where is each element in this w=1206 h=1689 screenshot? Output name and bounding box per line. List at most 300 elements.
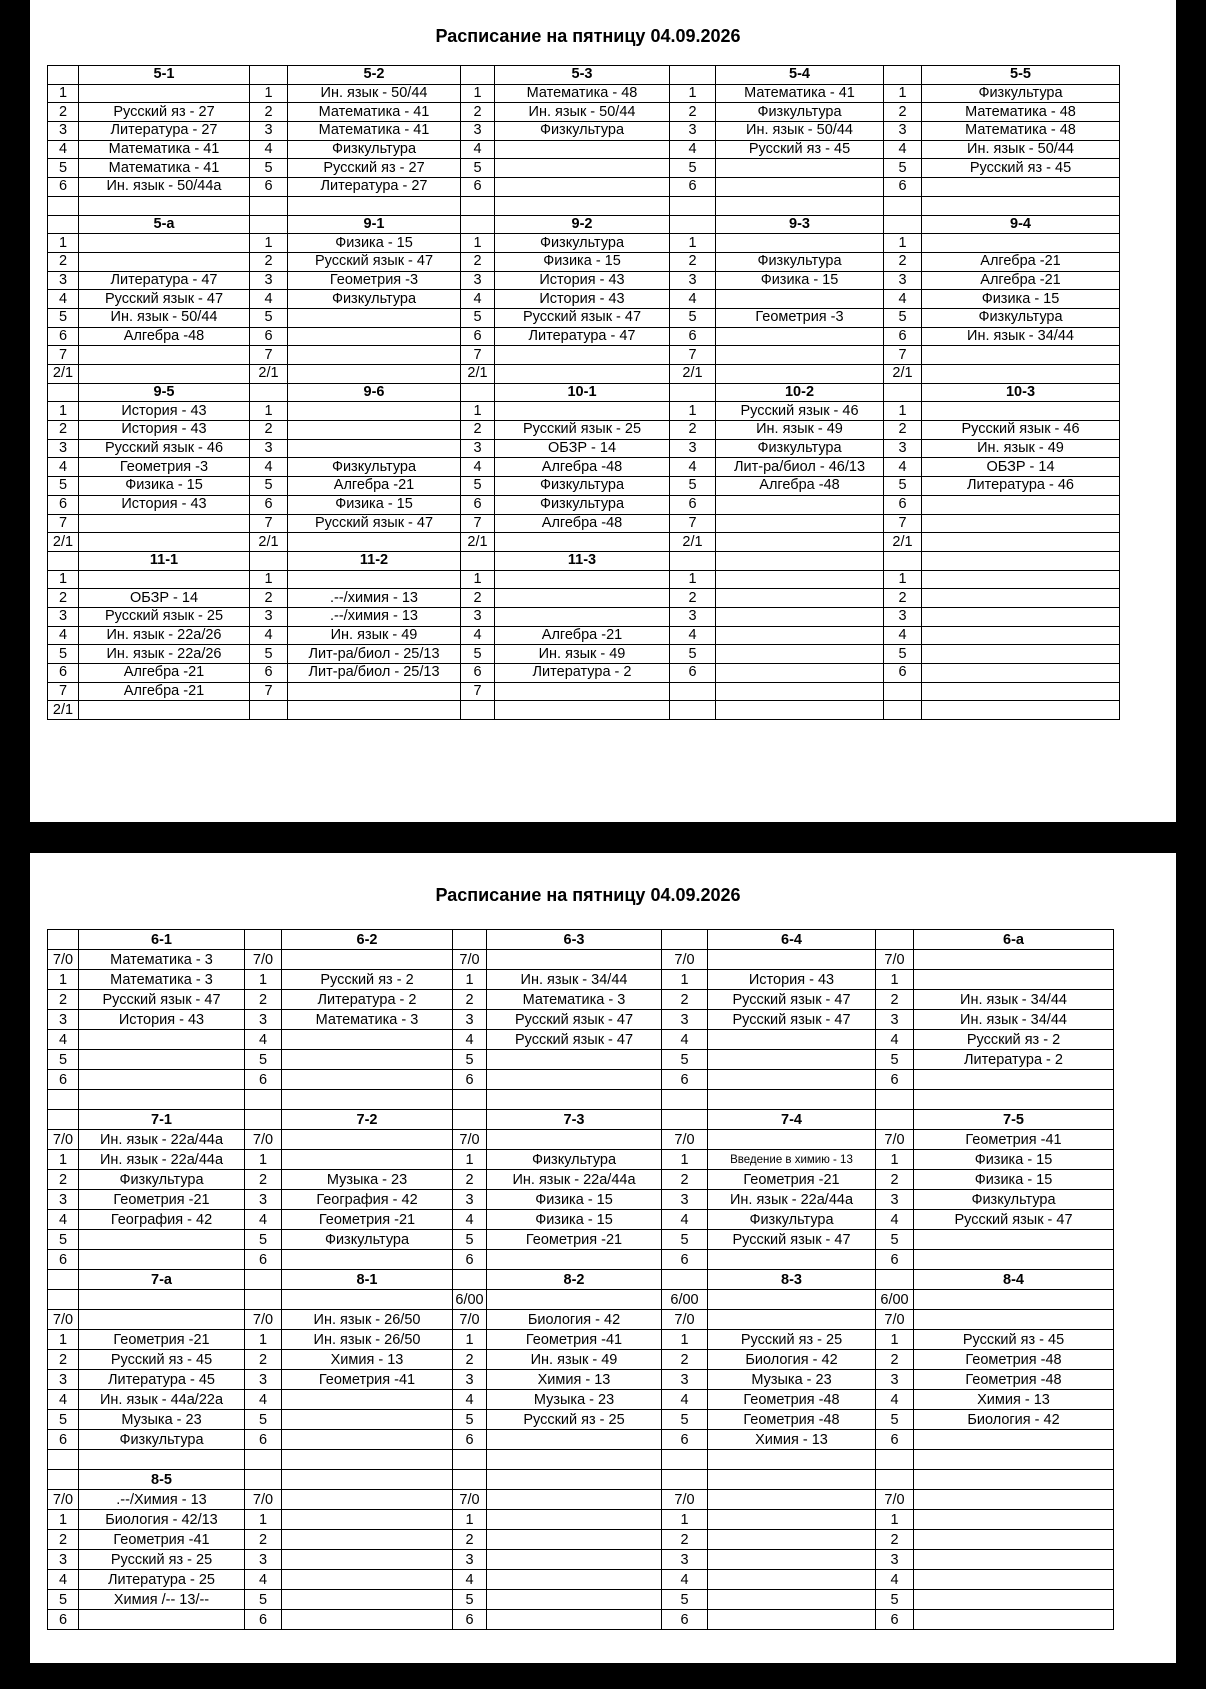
lesson-subject: Математика - 48 xyxy=(922,103,1120,122)
lesson-subject: ОБЗР - 14 xyxy=(495,439,670,458)
lesson-number: 2 xyxy=(250,589,288,608)
lesson-subject xyxy=(282,1450,453,1470)
lesson-subject xyxy=(495,140,670,159)
lesson-subject xyxy=(716,290,884,309)
lesson-subject: Литература - 2 xyxy=(282,990,453,1010)
lesson-subject: Русский язык - 47 xyxy=(495,308,670,327)
lesson-number: 1 xyxy=(662,1330,708,1350)
lesson-subject: ОБЗР - 14 xyxy=(79,589,250,608)
lesson-subject xyxy=(79,1070,245,1090)
lesson-number: 3 xyxy=(670,271,716,290)
lesson-number: 2 xyxy=(461,589,495,608)
lesson-row xyxy=(48,1210,1114,1230)
lesson-number: 1 xyxy=(250,570,288,589)
empty-cell xyxy=(662,1110,708,1130)
lesson-number: 4 xyxy=(48,1390,79,1410)
class-name: 5-а xyxy=(79,215,250,234)
lesson-row xyxy=(48,1310,1114,1330)
lesson-number: 3 xyxy=(48,122,79,141)
lesson-number: 1 xyxy=(662,1150,708,1170)
lesson-number: 3 xyxy=(245,1010,282,1030)
lesson-number xyxy=(250,701,288,720)
lesson-number: 7/0 xyxy=(245,1490,282,1510)
class-name xyxy=(487,1470,662,1490)
lesson-subject xyxy=(282,1070,453,1090)
lesson-number: 3 xyxy=(670,122,716,141)
empty-cell xyxy=(48,215,79,234)
lesson-row xyxy=(48,1410,1114,1430)
lesson-subject: Физкультура xyxy=(79,1430,245,1450)
lesson-subject: Геометрия -48 xyxy=(708,1410,876,1430)
lesson-number: 5 xyxy=(876,1410,914,1430)
lesson-subject xyxy=(79,365,250,384)
empty-cell xyxy=(662,1270,708,1290)
class-name: 6-1 xyxy=(79,930,245,950)
lesson-number: 4 xyxy=(453,1390,487,1410)
lesson-number: 1 xyxy=(876,1330,914,1350)
empty-cell xyxy=(662,1470,708,1490)
lesson-number: 2/1 xyxy=(250,365,288,384)
lesson-subject xyxy=(282,1150,453,1170)
lesson-subject xyxy=(716,645,884,664)
lesson-number: 5 xyxy=(662,1230,708,1250)
lesson-subject: Геометрия -3 xyxy=(716,308,884,327)
lesson-number: 5 xyxy=(48,1590,79,1610)
lesson-number: 7/0 xyxy=(453,950,487,970)
lesson-subject: Ин. язык - 49 xyxy=(487,1350,662,1370)
lesson-number: 4 xyxy=(461,626,495,645)
lesson-number: 5 xyxy=(245,1050,282,1070)
lesson-subject: Литература - 47 xyxy=(79,271,250,290)
lesson-subject xyxy=(487,1490,662,1510)
lesson-number: 3 xyxy=(245,1370,282,1390)
lesson-subject: Физика - 15 xyxy=(487,1190,662,1210)
lesson-number: 5 xyxy=(461,477,495,496)
lesson-subject xyxy=(708,1610,876,1630)
lesson-row xyxy=(48,159,1120,178)
class-name: 6-а xyxy=(914,930,1114,950)
lesson-subject xyxy=(79,84,250,103)
lesson-number: 6 xyxy=(662,1430,708,1450)
lesson-number xyxy=(884,196,922,215)
empty-cell xyxy=(884,383,922,402)
class-name: 8-5 xyxy=(79,1470,245,1490)
lesson-number: 6 xyxy=(250,495,288,514)
lesson-subject xyxy=(282,1050,453,1070)
lesson-row xyxy=(48,1170,1114,1190)
lesson-number: 3 xyxy=(884,439,922,458)
lesson-subject: Геометрия -21 xyxy=(79,1330,245,1350)
lesson-subject: Ин. язык - 22а/44а xyxy=(487,1170,662,1190)
lesson-number: 6 xyxy=(48,327,79,346)
lesson-number: 5 xyxy=(48,1230,79,1250)
lesson-subject: Ин. язык - 22а/44а xyxy=(79,1130,245,1150)
class-name: 10-1 xyxy=(495,383,670,402)
lesson-row xyxy=(48,346,1120,365)
lesson-number: 3 xyxy=(48,1010,79,1030)
lesson-number: 7/0 xyxy=(48,1490,79,1510)
lesson-subject xyxy=(922,346,1120,365)
lesson-number: 5 xyxy=(245,1590,282,1610)
empty-cell xyxy=(48,930,79,950)
empty-cell xyxy=(245,1110,282,1130)
lesson-subject xyxy=(282,1290,453,1310)
lesson-subject: Русский язык - 47 xyxy=(708,1230,876,1250)
lesson-number: 6 xyxy=(453,1250,487,1270)
lesson-number: 6 xyxy=(670,327,716,346)
lesson-subject: История - 43 xyxy=(708,970,876,990)
lesson-subject xyxy=(922,402,1120,421)
lesson-number: 1 xyxy=(876,1510,914,1530)
class-header-row xyxy=(48,1470,1114,1490)
lesson-subject xyxy=(922,533,1120,552)
lesson-subject: Алгебра -48 xyxy=(495,458,670,477)
class-name: 7-5 xyxy=(914,1110,1114,1130)
lesson-subject xyxy=(914,1510,1114,1530)
lesson-subject: Литература - 46 xyxy=(922,477,1120,496)
lesson-number: 6 xyxy=(245,1070,282,1090)
lesson-subject xyxy=(716,346,884,365)
lesson-subject: Русский язык - 47 xyxy=(79,990,245,1010)
lesson-number: 3 xyxy=(48,1190,79,1210)
lesson-number: 4 xyxy=(48,140,79,159)
lesson-number: 1 xyxy=(48,84,79,103)
lesson-number: 7/0 xyxy=(48,1310,79,1330)
lesson-subject: Геометрия -21 xyxy=(487,1230,662,1250)
lesson-number: 2/1 xyxy=(48,365,79,384)
lesson-subject xyxy=(487,1510,662,1530)
lesson-number: 2 xyxy=(662,1350,708,1370)
lesson-subject xyxy=(79,234,250,253)
lesson-subject xyxy=(922,607,1120,626)
lesson-subject xyxy=(708,1450,876,1470)
lesson-subject: Математика - 41 xyxy=(716,84,884,103)
empty-cell xyxy=(245,930,282,950)
lesson-number: 1 xyxy=(662,970,708,990)
lesson-number: 1 xyxy=(884,402,922,421)
lesson-number: 6 xyxy=(48,1070,79,1090)
lesson-row xyxy=(48,178,1120,197)
lesson-subject: Русский язык - 47 xyxy=(288,514,461,533)
schedule-body xyxy=(48,930,1114,1630)
lesson-number: 4 xyxy=(876,1210,914,1230)
lesson-subject: ОБЗР - 14 xyxy=(922,458,1120,477)
lesson-subject xyxy=(708,1130,876,1150)
lesson-subject: Физика - 15 xyxy=(495,252,670,271)
lesson-number: 4 xyxy=(48,458,79,477)
lesson-subject xyxy=(922,589,1120,608)
lesson-subject: Математика - 48 xyxy=(495,84,670,103)
empty-cell xyxy=(48,1110,79,1130)
empty-cell xyxy=(250,215,288,234)
lesson-number: 4 xyxy=(461,290,495,309)
lesson-number: 3 xyxy=(245,1550,282,1570)
lesson-subject: Русский язык - 47 xyxy=(708,990,876,1010)
lesson-number: 4 xyxy=(245,1210,282,1230)
lesson-number: 2/1 xyxy=(884,365,922,384)
empty-cell xyxy=(876,1470,914,1490)
lesson-number: 4 xyxy=(48,1210,79,1230)
lesson-number: 1 xyxy=(245,1510,282,1530)
schedule-page-1 xyxy=(30,0,1176,822)
lesson-subject: Русский яз - 2 xyxy=(282,970,453,990)
lesson-number: 1 xyxy=(461,402,495,421)
lesson-number: 4 xyxy=(461,140,495,159)
lesson-subject: Алгебра -21 xyxy=(79,664,250,683)
lesson-number: 3 xyxy=(461,439,495,458)
lesson-subject xyxy=(79,252,250,271)
lesson-number: 2 xyxy=(250,252,288,271)
lesson-number: 5 xyxy=(48,1050,79,1070)
lesson-subject xyxy=(79,533,250,552)
lesson-number: 2 xyxy=(884,421,922,440)
lesson-subject xyxy=(708,1490,876,1510)
lesson-number: 1 xyxy=(48,1330,79,1350)
lesson-subject xyxy=(79,346,250,365)
lesson-subject: Алгебра -48 xyxy=(495,514,670,533)
lesson-subject: Физика - 15 xyxy=(914,1170,1114,1190)
lesson-number: 4 xyxy=(48,290,79,309)
lesson-subject xyxy=(79,570,250,589)
class-name: 10-2 xyxy=(716,383,884,402)
lesson-number: 6 xyxy=(245,1250,282,1270)
lesson-subject xyxy=(922,196,1120,215)
lesson-subject xyxy=(914,1550,1114,1570)
lesson-subject: Ин. язык - 26/50 xyxy=(282,1310,453,1330)
lesson-number: 2 xyxy=(662,990,708,1010)
lesson-subject: Физкультура xyxy=(708,1210,876,1230)
lesson-number: 4 xyxy=(884,290,922,309)
lesson-row xyxy=(48,950,1114,970)
lesson-subject xyxy=(487,1450,662,1470)
lesson-subject: Биология - 42 xyxy=(914,1410,1114,1430)
lesson-subject: Ин. язык - 49 xyxy=(922,439,1120,458)
lesson-subject: .--/химия - 13 xyxy=(288,607,461,626)
lesson-number: 5 xyxy=(662,1050,708,1070)
lesson-subject xyxy=(922,664,1120,683)
class-name: 6-3 xyxy=(487,930,662,950)
lesson-subject: Русский яз - 27 xyxy=(79,103,250,122)
empty-cell xyxy=(48,66,79,85)
lesson-row xyxy=(48,290,1120,309)
lesson-subject: Введение в химию - 13 xyxy=(708,1150,876,1170)
lesson-number: 1 xyxy=(461,84,495,103)
class-name: 9-3 xyxy=(716,215,884,234)
lesson-row xyxy=(48,103,1120,122)
lesson-number: 4 xyxy=(884,626,922,645)
lesson-subject xyxy=(79,1230,245,1250)
lesson-number: 4 xyxy=(670,458,716,477)
lesson-subject xyxy=(282,950,453,970)
lesson-row xyxy=(48,1230,1114,1250)
lesson-number xyxy=(453,1450,487,1470)
empty-cell xyxy=(876,1270,914,1290)
lesson-number: 6 xyxy=(48,178,79,197)
lesson-subject xyxy=(487,1590,662,1610)
lesson-subject: Ин. язык - 50/44 xyxy=(495,103,670,122)
empty-cell xyxy=(876,1110,914,1130)
empty-cell xyxy=(670,215,716,234)
lesson-subject xyxy=(79,701,250,720)
lesson-number: 6 xyxy=(48,664,79,683)
lesson-subject xyxy=(79,1290,245,1310)
lesson-number: 1 xyxy=(670,234,716,253)
lesson-number: 6 xyxy=(250,327,288,346)
lesson-subject: Геометрия -41 xyxy=(282,1370,453,1390)
lesson-subject: Ин. язык - 44а/22а xyxy=(79,1390,245,1410)
class-header-row xyxy=(48,551,1120,570)
lesson-number: 6 xyxy=(461,664,495,683)
lesson-subject xyxy=(487,1530,662,1550)
lesson-number: 7/0 xyxy=(662,950,708,970)
lesson-number: 6 xyxy=(884,178,922,197)
lesson-number: 3 xyxy=(250,439,288,458)
lesson-number: 4 xyxy=(453,1210,487,1230)
lesson-number xyxy=(48,1450,79,1470)
class-name: 9-2 xyxy=(495,215,670,234)
lesson-subject xyxy=(79,1050,245,1070)
lesson-number: 2 xyxy=(670,421,716,440)
lesson-number: 5 xyxy=(250,308,288,327)
lesson-row xyxy=(48,271,1120,290)
lesson-number: 6 xyxy=(884,327,922,346)
lesson-subject xyxy=(487,1570,662,1590)
lesson-subject xyxy=(495,159,670,178)
lesson-subject: Математика - 3 xyxy=(79,970,245,990)
lesson-subject: Ин. язык - 22а/26 xyxy=(79,645,250,664)
lesson-number: 1 xyxy=(453,1510,487,1530)
lesson-subject xyxy=(914,1070,1114,1090)
lesson-subject xyxy=(79,196,250,215)
lesson-number: 6 xyxy=(670,495,716,514)
lesson-number: 2 xyxy=(876,1530,914,1550)
lesson-row xyxy=(48,1370,1114,1390)
lesson-subject: Математика - 41 xyxy=(288,122,461,141)
lesson-subject xyxy=(495,533,670,552)
lesson-subject xyxy=(708,1250,876,1270)
class-name xyxy=(282,1470,453,1490)
lesson-number: 5 xyxy=(670,645,716,664)
lesson-number: 3 xyxy=(876,1190,914,1210)
lesson-subject: Алгебра -21 xyxy=(495,626,670,645)
class-name: 5-1 xyxy=(79,66,250,85)
class-name: 7-а xyxy=(79,1270,245,1290)
lesson-number: 6 xyxy=(48,1610,79,1630)
lesson-subject: Геометрия -48 xyxy=(708,1390,876,1410)
lesson-subject xyxy=(282,1090,453,1110)
lesson-row xyxy=(48,439,1120,458)
lesson-subject: История - 43 xyxy=(495,271,670,290)
lesson-number: 5 xyxy=(670,308,716,327)
lesson-subject: Алгебра -21 xyxy=(922,252,1120,271)
class-name: 8-2 xyxy=(487,1270,662,1290)
lesson-number: 2 xyxy=(453,990,487,1010)
lesson-number: 3 xyxy=(461,122,495,141)
lesson-row xyxy=(48,1150,1114,1170)
lesson-number: 6/00 xyxy=(453,1290,487,1310)
lesson-subject: Математика - 48 xyxy=(922,122,1120,141)
lesson-number: 2 xyxy=(670,252,716,271)
lesson-number: 2 xyxy=(245,1530,282,1550)
lesson-subject xyxy=(708,1030,876,1050)
lesson-row xyxy=(48,1250,1114,1270)
lesson-subject: Ин. язык - 22а/44а xyxy=(708,1190,876,1210)
lesson-row xyxy=(48,1050,1114,1070)
lesson-subject xyxy=(79,1250,245,1270)
lesson-number: 7/0 xyxy=(245,1310,282,1330)
lesson-number: 2 xyxy=(453,1530,487,1550)
lesson-number xyxy=(670,701,716,720)
lesson-number xyxy=(670,196,716,215)
lesson-subject: Алгебра -48 xyxy=(79,327,250,346)
lesson-subject: Русский язык - 47 xyxy=(487,1030,662,1050)
lesson-number: 5 xyxy=(876,1590,914,1610)
lesson-number: 2 xyxy=(245,1350,282,1370)
lesson-subject: Ин. язык - 50/44 xyxy=(716,122,884,141)
lesson-subject xyxy=(922,570,1120,589)
lesson-number: 6 xyxy=(670,664,716,683)
lesson-number: 4 xyxy=(670,140,716,159)
lesson-subject: Ин. язык - 50/44 xyxy=(922,140,1120,159)
lesson-number: 5 xyxy=(461,645,495,664)
empty-cell xyxy=(461,383,495,402)
empty-cell xyxy=(884,551,922,570)
empty-cell xyxy=(670,383,716,402)
lesson-subject xyxy=(288,365,461,384)
lesson-subject: Русский яз - 25 xyxy=(708,1330,876,1350)
lesson-subject: Геометрия -41 xyxy=(79,1530,245,1550)
empty-cell xyxy=(48,383,79,402)
lesson-subject: Ин. язык - 50/44а xyxy=(79,178,250,197)
lesson-row xyxy=(48,234,1120,253)
lesson-number: 2 xyxy=(876,1350,914,1370)
lesson-number: 6 xyxy=(245,1430,282,1450)
page-title: Расписание на пятницу 04.09.2026 xyxy=(435,26,741,46)
empty-cell xyxy=(250,66,288,85)
lesson-subject xyxy=(282,1430,453,1450)
lesson-subject xyxy=(288,346,461,365)
lesson-number: 2 xyxy=(670,589,716,608)
lesson-subject: Ин. язык - 50/44 xyxy=(288,84,461,103)
lesson-subject: Геометрия -21 xyxy=(79,1190,245,1210)
lesson-number: 3 xyxy=(662,1550,708,1570)
lesson-number: 2/1 xyxy=(48,533,79,552)
empty-cell xyxy=(245,1270,282,1290)
lesson-number: 1 xyxy=(884,570,922,589)
lesson-number: 6 xyxy=(453,1430,487,1450)
lesson-subject xyxy=(79,1450,245,1470)
lesson-subject xyxy=(282,1250,453,1270)
lesson-subject: Физкультура xyxy=(282,1230,453,1250)
lesson-subject: Ин. язык - 50/44 xyxy=(79,308,250,327)
lesson-number: 6 xyxy=(876,1250,914,1270)
lesson-number xyxy=(884,701,922,720)
class-name xyxy=(716,551,884,570)
lesson-subject: Биология - 42 xyxy=(487,1310,662,1330)
lesson-subject: Биология - 42 xyxy=(708,1350,876,1370)
lesson-subject: География - 42 xyxy=(282,1190,453,1210)
lesson-row xyxy=(48,421,1120,440)
lesson-row xyxy=(48,701,1120,720)
lesson-subject: Математика - 3 xyxy=(487,990,662,1010)
lesson-number xyxy=(48,196,79,215)
lesson-number: 3 xyxy=(670,439,716,458)
lesson-number: 6 xyxy=(48,495,79,514)
lesson-subject: Русский яз - 45 xyxy=(914,1330,1114,1350)
lesson-number: 2/1 xyxy=(670,365,716,384)
lesson-number: 7 xyxy=(884,514,922,533)
lesson-subject: Русский язык - 47 xyxy=(708,1010,876,1030)
